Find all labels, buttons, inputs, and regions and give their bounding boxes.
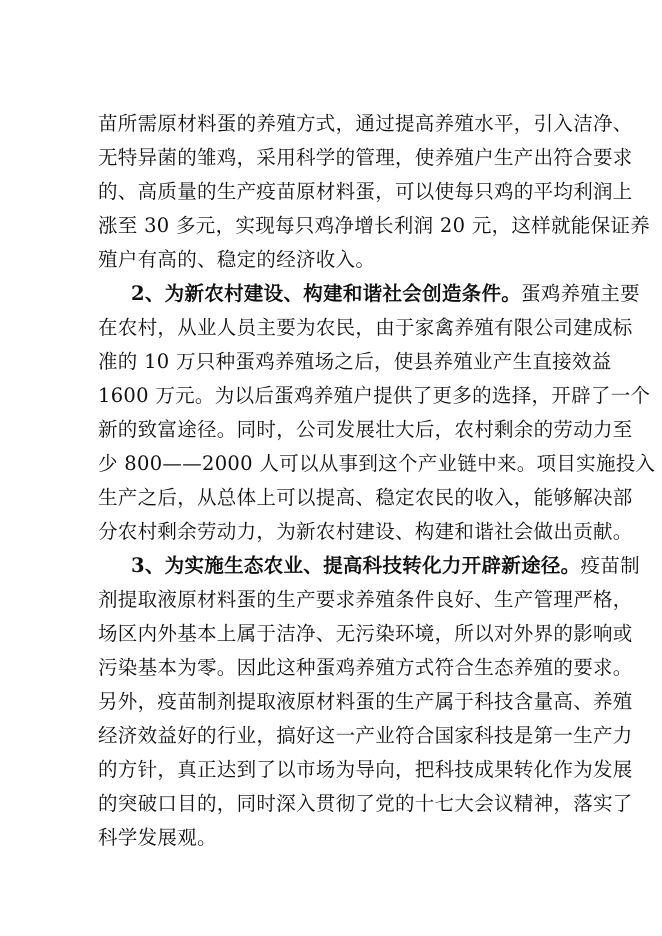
paragraph-line: 科学发展观。 — [98, 826, 217, 849]
paragraph-line: 的突破口目的，同时深入贯彻了党的十七大会议精神，落实了 — [98, 792, 633, 815]
paragraph-line: 剂提取液原材料蛋的生产要求养殖条件良好、生产管理严格， — [98, 588, 633, 611]
paragraph-line: 的、高质量的生产疫苗原材料蛋，可以使每只鸡的平均利润上 — [98, 180, 633, 203]
paragraph-line: 另外，疫苗制剂提取液原材料蛋的生产属于科技含量高、养殖 — [98, 690, 633, 713]
paragraph-line: 准的 10 万只种蛋鸡养殖场之后，使县养殖业产生直接效益 — [98, 350, 612, 373]
paragraph-line: 生产之后，从总体上可以提高、稳定农民的收入，能够解决部 — [98, 486, 633, 509]
paragraph-line: 经济效益好的行业，搞好这一产业符合国家科技是第一生产力 — [98, 724, 633, 747]
section-3-first-line — [131, 549, 640, 583]
paragraph-line: 的方针，真正达到了以市场为导向，把科技成果转化作为发展 — [98, 758, 633, 781]
paragraph-line: 少 800——2000 人可以从事到这个产业链中来。项目实施投入 — [98, 452, 656, 475]
paragraph-line: 涨至 30 多元，实现每只鸡净增长利润 20 元，这样就能保证养 — [98, 214, 651, 237]
paragraph-line: 新的致富途径。同时，公司发展壮大后，农村剩余的劳动力至 — [98, 418, 633, 441]
section-2-first-line — [131, 277, 640, 311]
section-3-text: 疫苗制 — [580, 554, 640, 577]
paragraph-line: 在农村，从业人员主要为农民，由于家禽养殖有限公司建成标 — [98, 316, 633, 339]
paragraph-line: 无特异菌的雏鸡，采用科学的管理，使养殖户生产出符合要求 — [98, 146, 633, 169]
paragraph-line: 1600 万元。为以后蛋鸡养殖户提供了更多的选择，开辟了一个 — [98, 384, 651, 407]
paragraph-line: 场区内外基本上属于洁净、无污染环境，所以对外界的影响或 — [98, 622, 633, 645]
paragraph-line: 分农村剩余劳动力，为新农村建设、构建和谐社会做出贡献。 — [98, 520, 633, 543]
section-3-heading: 3、为实施生态农业、提高科技转化力开辟新途径。 — [131, 554, 581, 577]
section-2-heading: 2、为新农村建设、构建和谐社会创造条件。 — [131, 282, 522, 305]
paragraph-line: 苗所需原材料蛋的养殖方式，通过提高养殖水平，引入洁净、 — [98, 112, 633, 135]
paragraph-line: 污染基本为零。因此这种蛋鸡养殖方式符合生态养殖的要求。 — [98, 656, 633, 679]
section-2-text: 蛋鸡养殖主要 — [521, 282, 640, 305]
paragraph-line: 殖户有高的、稳定的经济收入。 — [98, 248, 376, 271]
